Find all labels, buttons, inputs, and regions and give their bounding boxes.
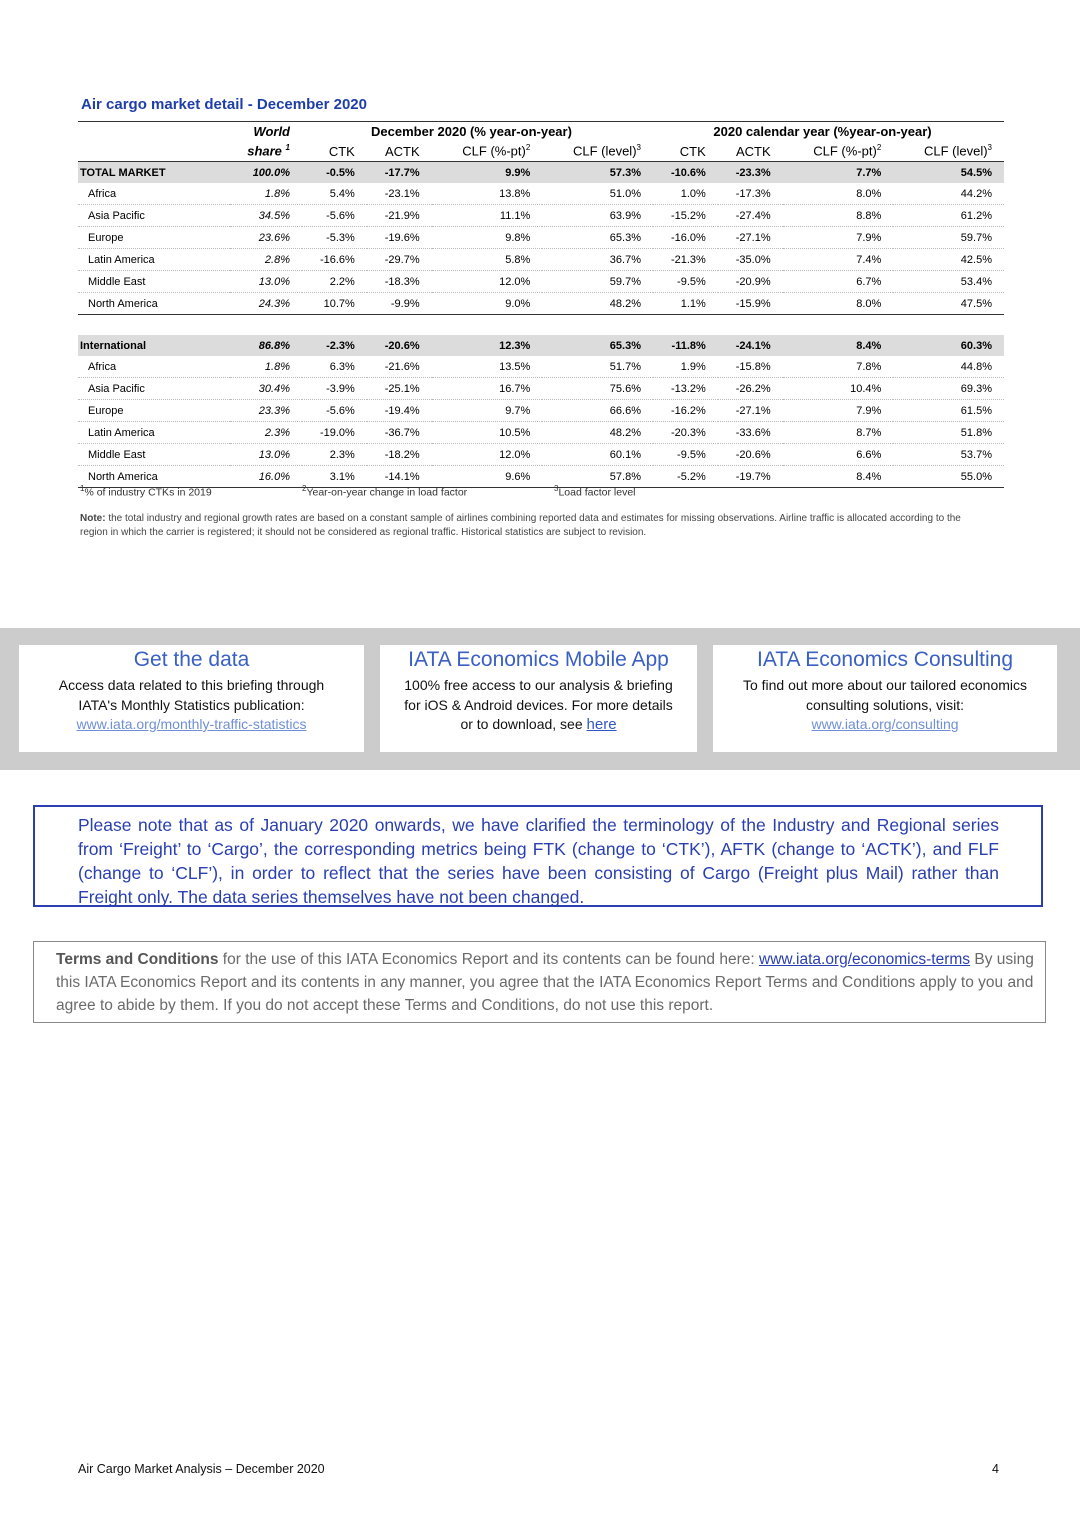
calendar-value: 7.8%: [783, 356, 894, 378]
calendar-value: 61.5%: [893, 400, 1004, 422]
table-row: [78, 400, 1004, 422]
card-title: Get the data: [133, 648, 250, 671]
table-row: [78, 466, 1004, 488]
calendar-value: -21.3%: [653, 249, 718, 271]
calendar-value: 6.6%: [783, 444, 894, 466]
december-value: 2.2%: [302, 271, 367, 293]
calendar-value: 1.1%: [653, 293, 718, 315]
calendar-value: -23.3%: [718, 162, 783, 184]
table-row: [78, 378, 1004, 400]
december-value: -19.4%: [367, 400, 432, 422]
calendar-value: 8.7%: [783, 422, 894, 444]
december-value: 59.7%: [542, 271, 653, 293]
december-value: 9.9%: [432, 162, 543, 184]
row-label: Europe: [78, 400, 230, 422]
table-total-row: [78, 335, 1004, 356]
december-value: 65.3%: [542, 335, 653, 356]
calendar-value: 1.0%: [653, 183, 718, 205]
terminology-notice: Please note that as of January 2020 onwards, we have clarified the terminology of the Industry and Regional series from ‘Freight’ to ‘Cargo’, the corresponding metrics being FTK (change to ‘CTK’), AFTK (change to ‘ACTK’), and FLF (change to ‘CLF’), in order to reflect that the series have been consisting of Cargo (Freight plus Mail) rather than Freight only. The data series themselves have not been changed.: [33, 805, 1043, 907]
calendar-value: -17.3%: [718, 183, 783, 205]
page-number: 4: [992, 1462, 999, 1476]
row-label: TOTAL MARKET: [78, 162, 230, 184]
table-row: [78, 356, 1004, 378]
world-share: 23.3%: [230, 400, 302, 422]
december-value: -16.6%: [302, 249, 367, 271]
december-value: -19.6%: [367, 227, 432, 249]
calendar-value: 55.0%: [893, 466, 1004, 488]
row-label: Africa: [78, 356, 230, 378]
calendar-value: -5.2%: [653, 466, 718, 488]
calendar-value: -19.7%: [718, 466, 783, 488]
header-clf-level: CLF (level)$^3$: [893, 141, 1004, 162]
december-value: 48.2%: [542, 293, 653, 315]
december-value: 51.0%: [542, 183, 653, 205]
calendar-value: 61.2%: [893, 205, 1004, 227]
calendar-value: 69.3%: [893, 378, 1004, 400]
calendar-value: 44.2%: [893, 183, 1004, 205]
table-total-row: [78, 162, 1004, 184]
row-label: North America: [78, 293, 230, 315]
december-value: -14.1%: [367, 466, 432, 488]
calendar-value: 59.7%: [893, 227, 1004, 249]
card-title: IATA Economics Consulting: [757, 648, 1013, 671]
december-value: 51.7%: [542, 356, 653, 378]
december-value: -18.2%: [367, 444, 432, 466]
calendar-value: 10.4%: [783, 378, 894, 400]
calendar-value: -33.6%: [718, 422, 783, 444]
card-title: IATA Economics Mobile App: [408, 648, 669, 671]
december-value: -29.7%: [367, 249, 432, 271]
december-value: 5.8%: [432, 249, 543, 271]
december-value: -5.6%: [302, 205, 367, 227]
december-value: -19.0%: [302, 422, 367, 444]
calendar-value: -15.9%: [718, 293, 783, 315]
december-value: -20.6%: [367, 335, 432, 356]
table-row: [78, 422, 1004, 444]
world-share: 100.0%: [230, 162, 302, 184]
december-value: -36.7%: [367, 422, 432, 444]
december-value: -0.5%: [302, 162, 367, 184]
calendar-value: 53.4%: [893, 271, 1004, 293]
footnote-2: $^2$Year-on-year change in load factor: [302, 484, 468, 499]
december-value: 13.5%: [432, 356, 543, 378]
card-consulting: IATA Economics Consulting To find out more about our tailored economics consulting solutions, visit: www.iata.org/consulting: [713, 645, 1057, 752]
december-value: 5.4%: [302, 183, 367, 205]
calendar-value: 7.9%: [783, 227, 894, 249]
row-label: Africa: [78, 183, 230, 205]
calendar-value: 6.7%: [783, 271, 894, 293]
footnote-3: $^3$Load factor level: [554, 484, 636, 499]
december-value: 63.9%: [542, 205, 653, 227]
row-label: North America: [78, 466, 230, 488]
row-label: Asia Pacific: [78, 205, 230, 227]
december-value: 66.6%: [542, 400, 653, 422]
table-row: [78, 249, 1004, 271]
table-note: Note: the total industry and regional growth rates are based on a constant sample of airlines combining reported data and estimates for missing observations. Airline traffic is allocated according to the region in which the carrier is registered; it should not be considered as regional traffic. Historical statistics are subject to revision.: [80, 513, 961, 538]
december-value: 9.8%: [432, 227, 543, 249]
calendar-value: -9.5%: [653, 271, 718, 293]
world-share: 1.8%: [230, 356, 302, 378]
world-share: 13.0%: [230, 444, 302, 466]
calendar-value: -11.8%: [653, 335, 718, 356]
row-label: International: [78, 335, 230, 356]
december-value: 16.7%: [432, 378, 543, 400]
december-value: 9.6%: [432, 466, 543, 488]
world-share: 1.8%: [230, 183, 302, 205]
calendar-value: -20.3%: [653, 422, 718, 444]
calendar-value: -9.5%: [653, 444, 718, 466]
calendar-value: 54.5%: [893, 162, 1004, 184]
world-share: 30.4%: [230, 378, 302, 400]
december-value: 36.7%: [542, 249, 653, 271]
calendar-value: -26.2%: [718, 378, 783, 400]
table-row: [78, 227, 1004, 249]
calendar-value: 53.7%: [893, 444, 1004, 466]
calendar-value: 8.8%: [783, 205, 894, 227]
calendar-value: 42.5%: [893, 249, 1004, 271]
calendar-value: -10.6%: [653, 162, 718, 184]
table-row: [78, 293, 1004, 315]
calendar-value: -20.6%: [718, 444, 783, 466]
december-value: 57.3%: [542, 162, 653, 184]
calendar-value: -27.4%: [718, 205, 783, 227]
calendar-value: -27.1%: [718, 227, 783, 249]
row-label: Europe: [78, 227, 230, 249]
world-share: 86.8%: [230, 335, 302, 356]
calendar-value: 1.9%: [653, 356, 718, 378]
download-here-link[interactable]: here: [586, 716, 617, 733]
december-value: 60.1%: [542, 444, 653, 466]
card-mobile-app: IATA Economics Mobile App 100% free access to our analysis & briefing for iOS & Android devices. For more details or to download, see here: [380, 645, 697, 752]
december-value: 9.0%: [432, 293, 543, 315]
table-title: Air cargo market detail - December 2020: [81, 96, 367, 113]
december-value: -3.9%: [302, 378, 367, 400]
row-label: Asia Pacific: [78, 378, 230, 400]
december-value: 10.5%: [432, 422, 543, 444]
december-value: 12.0%: [432, 271, 543, 293]
market-detail-table: [78, 121, 1004, 488]
calendar-value: 7.9%: [783, 400, 894, 422]
calendar-value: 8.4%: [783, 466, 894, 488]
row-label: Middle East: [78, 271, 230, 293]
world-share: 2.3%: [230, 422, 302, 444]
december-value: -25.1%: [367, 378, 432, 400]
world-share: 23.6%: [230, 227, 302, 249]
december-value: 13.8%: [432, 183, 543, 205]
table-header-row-1: [78, 122, 1004, 142]
header-clf-pt: CLF $(\%-pt)^2$: [783, 141, 894, 162]
december-value: -23.1%: [367, 183, 432, 205]
header-ctk: CTK: [653, 141, 718, 162]
calendar-value: -16.0%: [653, 227, 718, 249]
december-value: -2.3%: [302, 335, 367, 356]
economics-terms-link[interactable]: www.iata.org/economics-terms: [759, 951, 971, 968]
world-share: 24.3%: [230, 293, 302, 315]
december-value: -9.9%: [367, 293, 432, 315]
table-row: [78, 271, 1004, 293]
row-label: Latin America: [78, 422, 230, 444]
december-value: 9.7%: [432, 400, 543, 422]
footnote-1: $^1$% of industry CTKs in 2019: [80, 484, 212, 499]
december-value: 6.3%: [302, 356, 367, 378]
december-value: 57.8%: [542, 466, 653, 488]
terms-box: Terms and Conditions for the use of this IATA Economics Report and its contents can be found here: www.iata.org/economics-terms By using this IATA Economics Report and its contents in any manner, you agree that the IATA Economics Report Terms and Conditions apply to you and agree to abide by them. If you do not accept these Terms and Conditions, do not use this report.: [33, 941, 1046, 1023]
calendar-value: -13.2%: [653, 378, 718, 400]
december-value: 65.3%: [542, 227, 653, 249]
header-december-group: December 2020 (% year-on-year): [302, 122, 653, 142]
header-calendar-group: 2020 calendar year (%year-on-year): [653, 122, 1004, 142]
calendar-value: 7.7%: [783, 162, 894, 184]
header-world: World: [230, 122, 302, 142]
calendar-value: 8.0%: [783, 293, 894, 315]
december-value: 75.6%: [542, 378, 653, 400]
december-value: 3.1%: [302, 466, 367, 488]
footer-title: Air Cargo Market Analysis – December 2020: [78, 1462, 325, 1476]
consulting-link[interactable]: www.iata.org/consulting: [811, 716, 959, 732]
table-row: [78, 205, 1004, 227]
calendar-value: -20.9%: [718, 271, 783, 293]
calendar-value: 60.3%: [893, 335, 1004, 356]
december-value: -21.9%: [367, 205, 432, 227]
december-value: -5.6%: [302, 400, 367, 422]
row-label: Middle East: [78, 444, 230, 466]
calendar-value: -35.0%: [718, 249, 783, 271]
card-get-the-data: Get the data Access data related to this briefing through IATA's Monthly Statistics publication: www.iata.org/monthly-traffic-statistics: [19, 645, 364, 752]
calendar-value: -15.2%: [653, 205, 718, 227]
december-value: 10.7%: [302, 293, 367, 315]
header-ctk: CTK: [302, 141, 367, 162]
calendar-value: 47.5%: [893, 293, 1004, 315]
row-label: Latin America: [78, 249, 230, 271]
monthly-statistics-link[interactable]: www.iata.org/monthly-traffic-statistics: [76, 716, 307, 732]
december-value: 2.3%: [302, 444, 367, 466]
table-row: [78, 444, 1004, 466]
calendar-value: -27.1%: [718, 400, 783, 422]
header-clf-level: CLF (level)$^3$: [542, 141, 653, 162]
table-header-row-2: [78, 141, 1004, 162]
calendar-value: 44.8%: [893, 356, 1004, 378]
calendar-value: -24.1%: [718, 335, 783, 356]
calendar-value: 8.0%: [783, 183, 894, 205]
world-share: 34.5%: [230, 205, 302, 227]
header-share: share $^1$: [230, 141, 302, 162]
december-value: -17.7%: [367, 162, 432, 184]
calendar-value: -16.2%: [653, 400, 718, 422]
december-value: 12.3%: [432, 335, 543, 356]
december-value: 11.1%: [432, 205, 543, 227]
world-share: 13.0%: [230, 271, 302, 293]
table-spacer-row: [78, 315, 1004, 336]
header-actk: ACTK: [718, 141, 783, 162]
table-row: [78, 183, 1004, 205]
december-value: -21.6%: [367, 356, 432, 378]
calendar-value: -15.8%: [718, 356, 783, 378]
world-share: 16.0%: [230, 466, 302, 488]
december-value: 48.2%: [542, 422, 653, 444]
calendar-value: 8.4%: [783, 335, 894, 356]
world-share: 2.8%: [230, 249, 302, 271]
december-value: -5.3%: [302, 227, 367, 249]
calendar-value: 7.4%: [783, 249, 894, 271]
header-actk: ACTK: [367, 141, 432, 162]
december-value: -18.3%: [367, 271, 432, 293]
header-clf-pt: CLF $(\%-pt)^2$: [432, 141, 543, 162]
calendar-value: 51.8%: [893, 422, 1004, 444]
december-value: 12.0%: [432, 444, 543, 466]
